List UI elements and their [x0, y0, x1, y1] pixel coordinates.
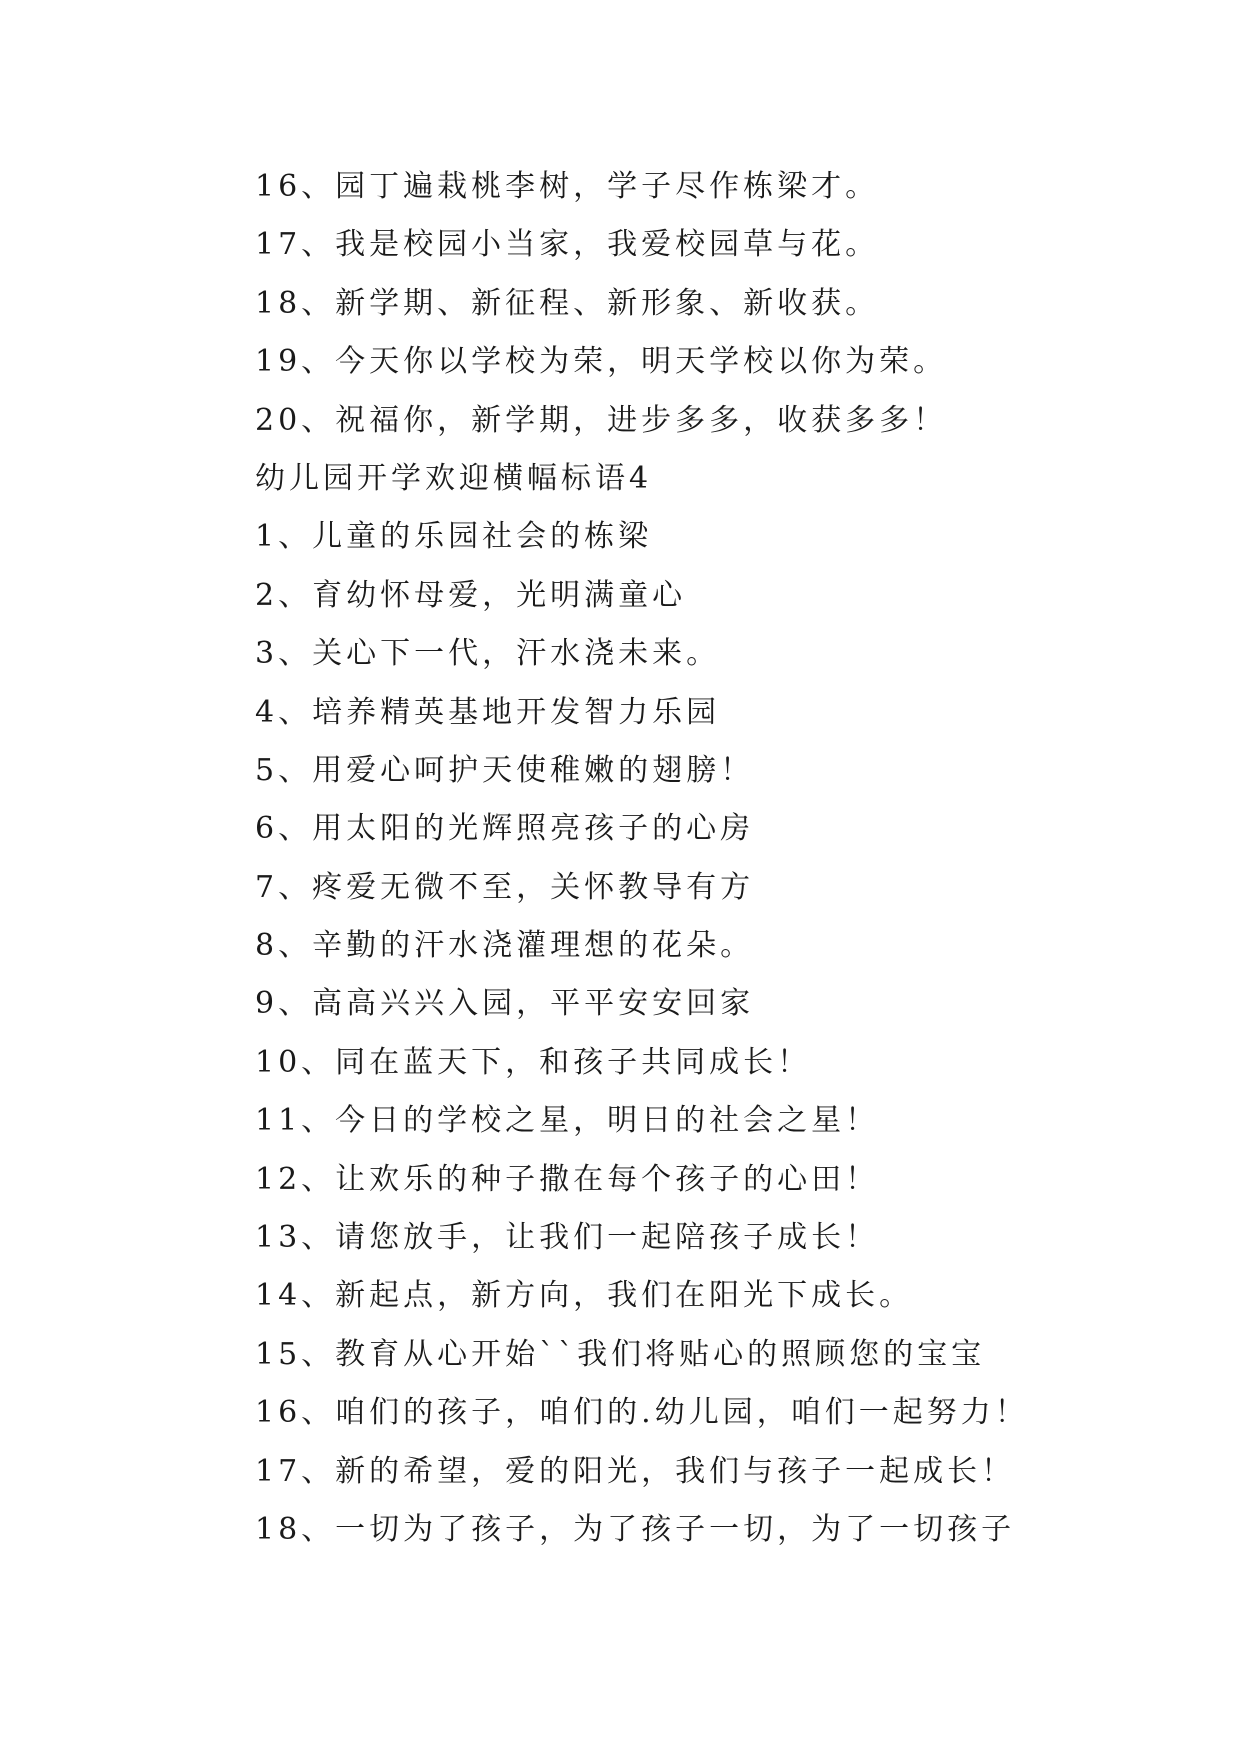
- text-line: 9、高高兴兴入园，平平安安回家: [255, 986, 755, 1022]
- text-line: 12、让欢乐的种子撒在每个孩子的心田！: [255, 1161, 880, 1197]
- text-line: 6、用太阳的光辉照亮孩子的心房: [255, 811, 755, 847]
- text-line: 18、新学期、新征程、新形象、新收获。: [255, 285, 880, 321]
- text-line: 19、今天你以学校为荣，明天学校以你为荣。: [255, 344, 948, 380]
- text-line: 17、我是校园小当家，我爱校园草与花。: [255, 227, 880, 263]
- text-line: 8、辛勤的汗水浇灌理想的花朵。: [255, 928, 755, 964]
- text-line: 15、教育从心开始``我们将贴心的照顾您的宝宝: [255, 1336, 986, 1372]
- document-body: [255, 158, 1155, 1559]
- text-line: 16、园丁遍栽桃李树，学子尽作栋梁才。: [255, 169, 880, 204]
- text-line: 3、关心下一代，汗水浇未来。: [255, 636, 721, 672]
- text-line: 13、请您放手，让我们一起陪孩子成长！: [255, 1220, 880, 1256]
- text-line: 1、儿童的乐园社会的栋梁: [255, 519, 653, 555]
- text-line: 11、今日的学校之星，明日的社会之星！: [255, 1103, 880, 1139]
- text-line: 20、祝福你，新学期，进步多多，收获多多！: [255, 402, 948, 438]
- text-line: 14、新起点，新方向，我们在阳光下成长。: [255, 1278, 914, 1314]
- text-line: 17、新的希望，爱的阳光，我们与孩子一起成长！: [255, 1453, 1016, 1489]
- text-line: 18、一切为了孩子，为了孩子一切，为了一切孩子: [255, 1511, 1016, 1547]
- text-line: 4、培养精英基地开发智力乐园: [255, 694, 721, 730]
- text-line: 16、咱们的孩子，咱们的.幼儿园，咱们一起努力！: [255, 1395, 1029, 1431]
- section-heading: 幼儿园开学欢迎横幅标语4: [255, 460, 653, 496]
- text-line: 5、用爱心呵护天使稚嫩的翅膀！: [255, 752, 755, 788]
- text-line: 7、疼爱无微不至，关怀教导有方: [255, 869, 755, 905]
- text-line: 2、育幼怀母爱，光明满童心: [255, 577, 687, 613]
- text-line: 10、同在蓝天下，和孩子共同成长！: [255, 1044, 812, 1080]
